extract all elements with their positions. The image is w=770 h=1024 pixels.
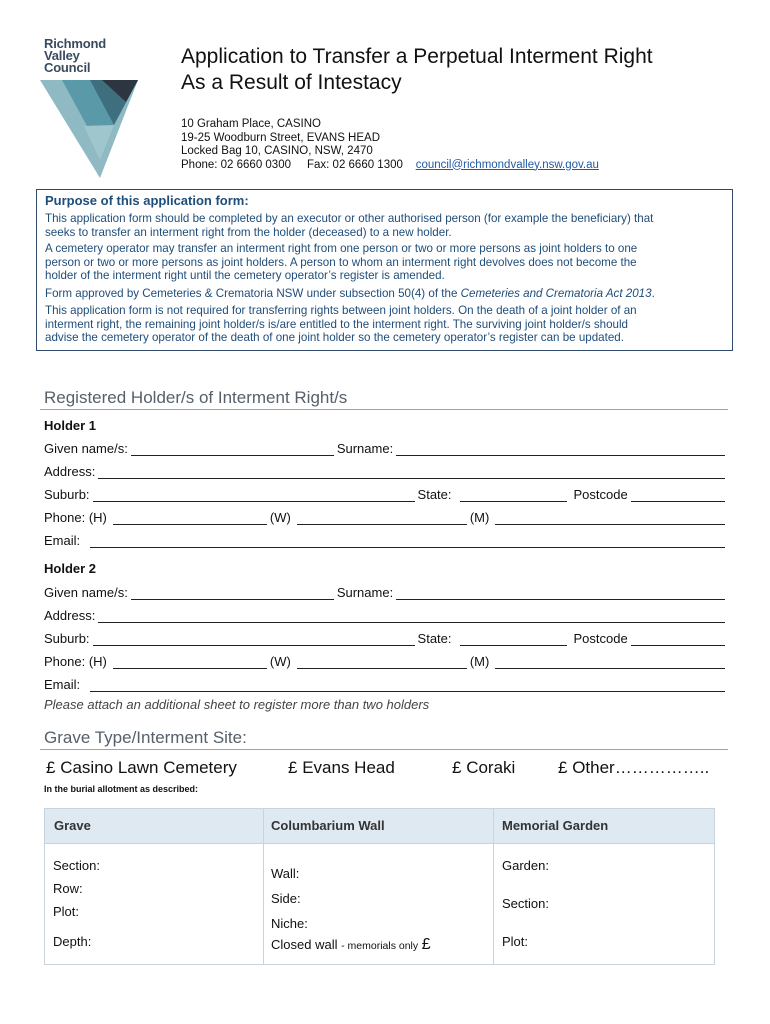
holder-2-phone-row (44, 651, 728, 669)
memorial-plot-field[interactable]: Plot: (502, 934, 529, 949)
holder-1-suburb-row (44, 484, 728, 502)
phone-home-label: Phone: (H) (44, 654, 107, 669)
suburb-label: Suburb: (44, 487, 90, 502)
holder-1-phone-row (44, 507, 728, 525)
memorials-only-label: - memorials only (341, 940, 419, 952)
columbarium-side-field[interactable]: Side: (271, 891, 301, 906)
section-divider (40, 409, 728, 410)
holder-2-label: Holder 2 (44, 561, 97, 576)
address-line-2: 19-25 Woodburn Street, EVANS HEAD (181, 131, 381, 144)
checkbox-icon[interactable]: £ (288, 758, 298, 777)
holder-1-phone-home-field[interactable] (113, 512, 267, 525)
closed-wall-option[interactable] (271, 936, 431, 954)
holder-2-phone-mobile-field[interactable] (495, 656, 725, 669)
holder-1-email-field[interactable] (90, 535, 725, 548)
holder-2-address-field[interactable] (98, 610, 725, 623)
memorial-garden-field[interactable]: Garden: (502, 858, 549, 873)
holder-2-email-field[interactable] (90, 679, 725, 692)
burial-allotment-note: In the burial allotment as described: (44, 784, 199, 794)
holder-2-postcode-field[interactable] (631, 633, 725, 646)
holder-1-name-row (44, 438, 728, 456)
columbarium-wall-field[interactable]: Wall: (271, 866, 300, 881)
checkbox-icon[interactable]: £ (46, 758, 56, 777)
purpose-text: advise the cemetery operator of the death of one joint holder so the cemetery operator’s register can be updated. (45, 331, 624, 345)
option-coraki[interactable] (452, 758, 515, 778)
state-label: State: (417, 487, 452, 502)
phone-text: Phone: 02 6660 0300 (181, 158, 291, 171)
given-name-label: Given name/s: (44, 441, 128, 456)
section-divider (40, 749, 728, 750)
holder-1-address-field[interactable] (98, 466, 725, 479)
holder-1-label: Holder 1 (44, 418, 97, 433)
holder-1-phone-work-field[interactable] (297, 512, 467, 525)
holder-1-suburb-field[interactable] (93, 489, 415, 502)
purpose-heading: Purpose of this application form: (45, 193, 249, 208)
grave-column-header: Grave (54, 818, 91, 833)
phone-work-label: (W) (269, 654, 291, 669)
fax-text: Fax: 02 6660 1300 (306, 158, 403, 171)
purpose-box (36, 189, 733, 351)
council-address (181, 118, 599, 172)
columbarium-niche-field[interactable]: Niche: (271, 916, 308, 931)
holder-1-state-field[interactable] (460, 489, 567, 502)
option-other[interactable] (558, 758, 709, 778)
holder-2-given-name-field[interactable] (131, 587, 334, 600)
title-line-1: Application to Transfer a Perpetual Interment Right (181, 45, 653, 68)
phone-mobile-label: (M) (469, 654, 490, 669)
option-label: Other…………….. (572, 758, 710, 777)
grave-depth-field[interactable]: Depth: (53, 934, 92, 949)
surname-label: Surname: (336, 585, 394, 600)
holder-2-phone-work-field[interactable] (297, 656, 467, 669)
additional-sheet-note: Please attach an additional sheet to register more than two holders (44, 697, 430, 712)
email-label: Email: (44, 533, 81, 548)
grave-row-field[interactable]: Row: (53, 881, 83, 896)
title-line-2: As a Result of Intestacy (181, 71, 402, 94)
interment-site-table (44, 808, 715, 965)
purpose-text: This application form should be completed by an executor or other authorised person (for example the beneficiary) that (45, 212, 654, 225)
postcode-label: Postcode (573, 487, 628, 502)
holder-2-name-row (44, 582, 728, 600)
purpose-paragraph-1 (45, 212, 729, 239)
holder-1-postcode-field[interactable] (631, 489, 725, 502)
act-name: Cemeteries and Crematoria Act 2013 (460, 287, 652, 300)
email-label: Email: (44, 677, 81, 692)
purpose-text: A cemetery operator may transfer an interment right from one person or two or more persons as joint holders to one (45, 242, 638, 255)
purpose-text: This application form is not required for transferring rights between joint holders. On the death of a joint holder of an (45, 304, 637, 317)
checkbox-icon[interactable]: £ (558, 758, 568, 777)
council-logo-text (44, 38, 106, 74)
suburb-label: Suburb: (44, 631, 90, 646)
address-label: Address: (44, 608, 96, 623)
column-divider (493, 809, 494, 964)
purpose-text: interment right, the remaining joint holder/s is/are entitled to the interment right. The surviving joint holder/s should (45, 317, 628, 331)
holder-1-given-name-field[interactable] (131, 443, 334, 456)
memorial-section-field[interactable]: Section: (502, 896, 549, 911)
page-title (181, 44, 653, 96)
holder-2-state-field[interactable] (460, 633, 567, 646)
holder-2-phone-home-field[interactable] (113, 656, 267, 669)
given-name-label: Given name/s: (44, 585, 128, 600)
holder-2-suburb-row (44, 628, 728, 646)
memorial-garden-column-header: Memorial Garden (502, 818, 609, 833)
purpose-text: holder of the interment right until the cemetery operator’s register is amended. (45, 269, 445, 283)
address-line-3: Locked Bag 10, CASINO, NSW, 2470 (181, 145, 373, 157)
purpose-paragraph-4 (45, 304, 729, 345)
grave-section-field[interactable]: Section: (53, 858, 100, 873)
surname-label: Surname: (336, 441, 394, 456)
address-label: Address: (44, 464, 96, 479)
holder-1-surname-field[interactable] (396, 443, 725, 456)
phone-work-label: (W) (269, 510, 291, 525)
purpose-paragraph-3 (45, 287, 729, 301)
holder-2-surname-field[interactable] (396, 587, 725, 600)
postcode-label: Postcode (573, 631, 628, 646)
logo-line-1: Richmond (44, 36, 106, 51)
holder-2-address-row (44, 605, 728, 623)
purpose-text: seeks to transfer an interment right from the holder (deceased) to a new holder. (45, 225, 452, 239)
address-line-1: 10 Graham Place, CASINO (181, 118, 321, 130)
state-label: State: (417, 631, 452, 646)
council-logo-icon (40, 80, 140, 180)
option-label: Evans Head (302, 758, 395, 777)
option-casino-lawn[interactable] (46, 758, 237, 778)
phone-mobile-label: (M) (469, 510, 490, 525)
closed-wall-label: Closed wall (271, 937, 338, 952)
purpose-paragraph-2 (45, 242, 729, 283)
purpose-text: Form approved by Cemeteries & Crematoria NSW under subsection 50(4) of the (45, 287, 461, 300)
option-evans-head[interactable] (288, 758, 395, 778)
purpose-text: person or two or more persons as joint holders. A person to whom an interment right devolves does not become the (45, 255, 637, 269)
holder-1-email-row (44, 530, 728, 548)
holder-1-address-row (44, 461, 728, 479)
registered-holders-title: Registered Holder/s of Interment Right/s (44, 388, 348, 407)
purpose-text: . (651, 287, 655, 300)
phone-home-label: Phone: (H) (44, 510, 107, 525)
logo-line-2: Valley (44, 48, 80, 63)
logo-line-3: Council (44, 60, 91, 75)
checkbox-icon[interactable]: £ (452, 758, 462, 777)
option-label: Coraki (466, 758, 516, 777)
option-label: Casino Lawn Cemetery (60, 758, 237, 777)
checkbox-icon[interactable]: £ (421, 936, 431, 953)
cemetery-options (46, 758, 746, 780)
email-link[interactable]: council@richmondvalley.nsw.gov.au (415, 158, 599, 171)
columbarium-column-header: Columbarium Wall (271, 818, 385, 833)
column-divider (263, 809, 264, 964)
holder-2-suburb-field[interactable] (93, 633, 415, 646)
holder-2-email-row (44, 674, 728, 692)
holder-1-phone-mobile-field[interactable] (495, 512, 725, 525)
grave-type-title: Grave Type/Interment Site: (44, 728, 247, 747)
grave-plot-field[interactable]: Plot: (53, 904, 80, 919)
contact-line (181, 159, 599, 173)
